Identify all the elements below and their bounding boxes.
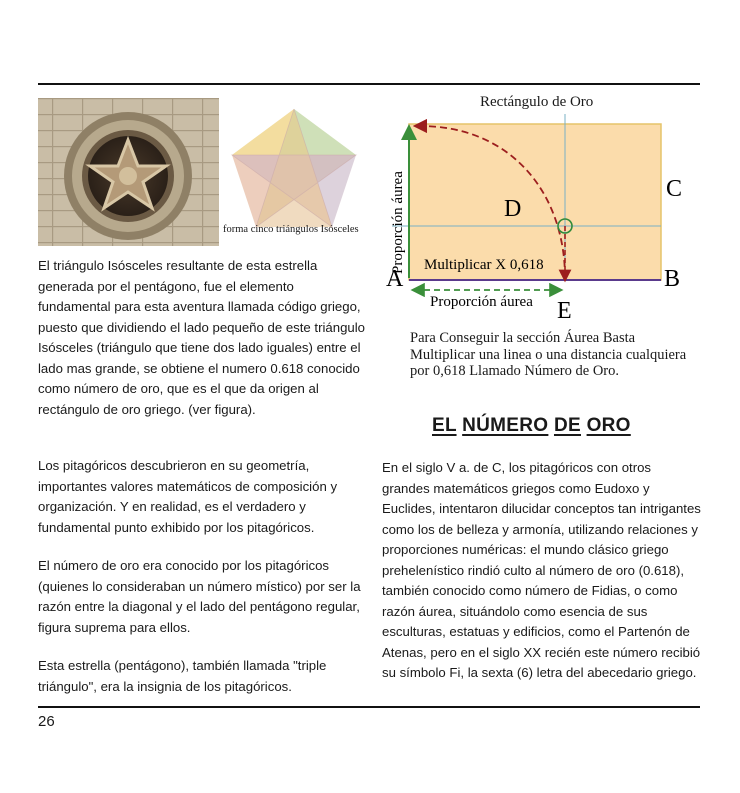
heading-word-oro: ORO	[586, 415, 631, 436]
diagram-title: Rectángulo de Oro	[480, 94, 594, 110]
diagram-caption: Para Conseguir la sección Áurea Basta Multiplicar una linea o una distancia cualquiera por 0,618 Llamado Número de Oro.	[410, 330, 687, 379]
pentagram-caption: forma cinco triángulos Isósceles	[223, 224, 359, 235]
golden-rectangle-diagram	[382, 114, 702, 324]
top-rule	[38, 83, 700, 85]
point-label-d: D	[504, 196, 522, 222]
point-label-e: E	[557, 298, 572, 324]
rose-window-photo	[38, 98, 219, 246]
bottom-rule	[38, 706, 700, 708]
point-label-a: A	[386, 266, 404, 292]
pentagram-figure	[226, 103, 363, 243]
heading-word-el: EL	[432, 415, 457, 436]
paragraph-history: En el siglo V a. de C, los pitagóricos con otros grandes matemáticos griegos como Eudoxo y Euclides, intentaron dilucidar conceptos tan intrigantes como los de belleza y armonía, utilizando relaciones y proporciones numéricas: el mundo clásico griego prehelenístico rindió culto al número de oro (0.618), también conocido como número de Fidias, o como razón áurea, situándolo como esencia de sus esculturas, estatuas y edificios, como el Partenón de Atenas, pero en el siglo XX recién este número recibió su símbolo Fi, la sexta (6) letra del abecedario griego.	[382, 460, 701, 680]
paragraph-pythagoreans: Los pitagóricos descubrieron en su geometría, importantes valores matemáticos de composición y organización. Y en realidad, es el verdadero y fundamental punto exhibido por los pitagóricos.	[38, 458, 338, 535]
vertical-proportion-label: Proporción áurea	[390, 171, 406, 274]
paragraph-isosceles: El triángulo Isósceles resultante de esta estrella generada por el pentágono, fue el elemento fundamental para esta aventura llamada código griego, puesto que dividiendo el lado pequeño de este triángulo Isósceles (triángulo que tiene dos lado iguales) entre el lado mas grande, se obtiene el numero 0.618 conocido como número de oro, que es el que da origen al rectángulo de oro griego. (ver figura).	[38, 258, 366, 417]
section-heading	[432, 415, 631, 437]
point-label-c: C	[666, 176, 683, 202]
page-number: 26	[38, 713, 55, 730]
multiplier-label: Multiplicar X 0,618	[424, 257, 544, 273]
point-label-b: B	[664, 266, 681, 292]
heading-word-numero: NÚMERO	[462, 415, 549, 436]
horizontal-proportion-label: Proporción áurea	[430, 294, 533, 310]
paragraph-golden-number: El número de oro era conocido por los pitagóricos (quienes lo consideraban un número místico) por ser la razón entre la diagonal y el lado del pentágono regular, figura suprema para ellos.	[38, 558, 361, 635]
paragraph-star-insignia: Esta estrella (pentágono), también llamada "triple triángulo", era la insignia de los pitagóricos.	[38, 658, 327, 694]
heading-word-de: DE	[553, 415, 581, 436]
